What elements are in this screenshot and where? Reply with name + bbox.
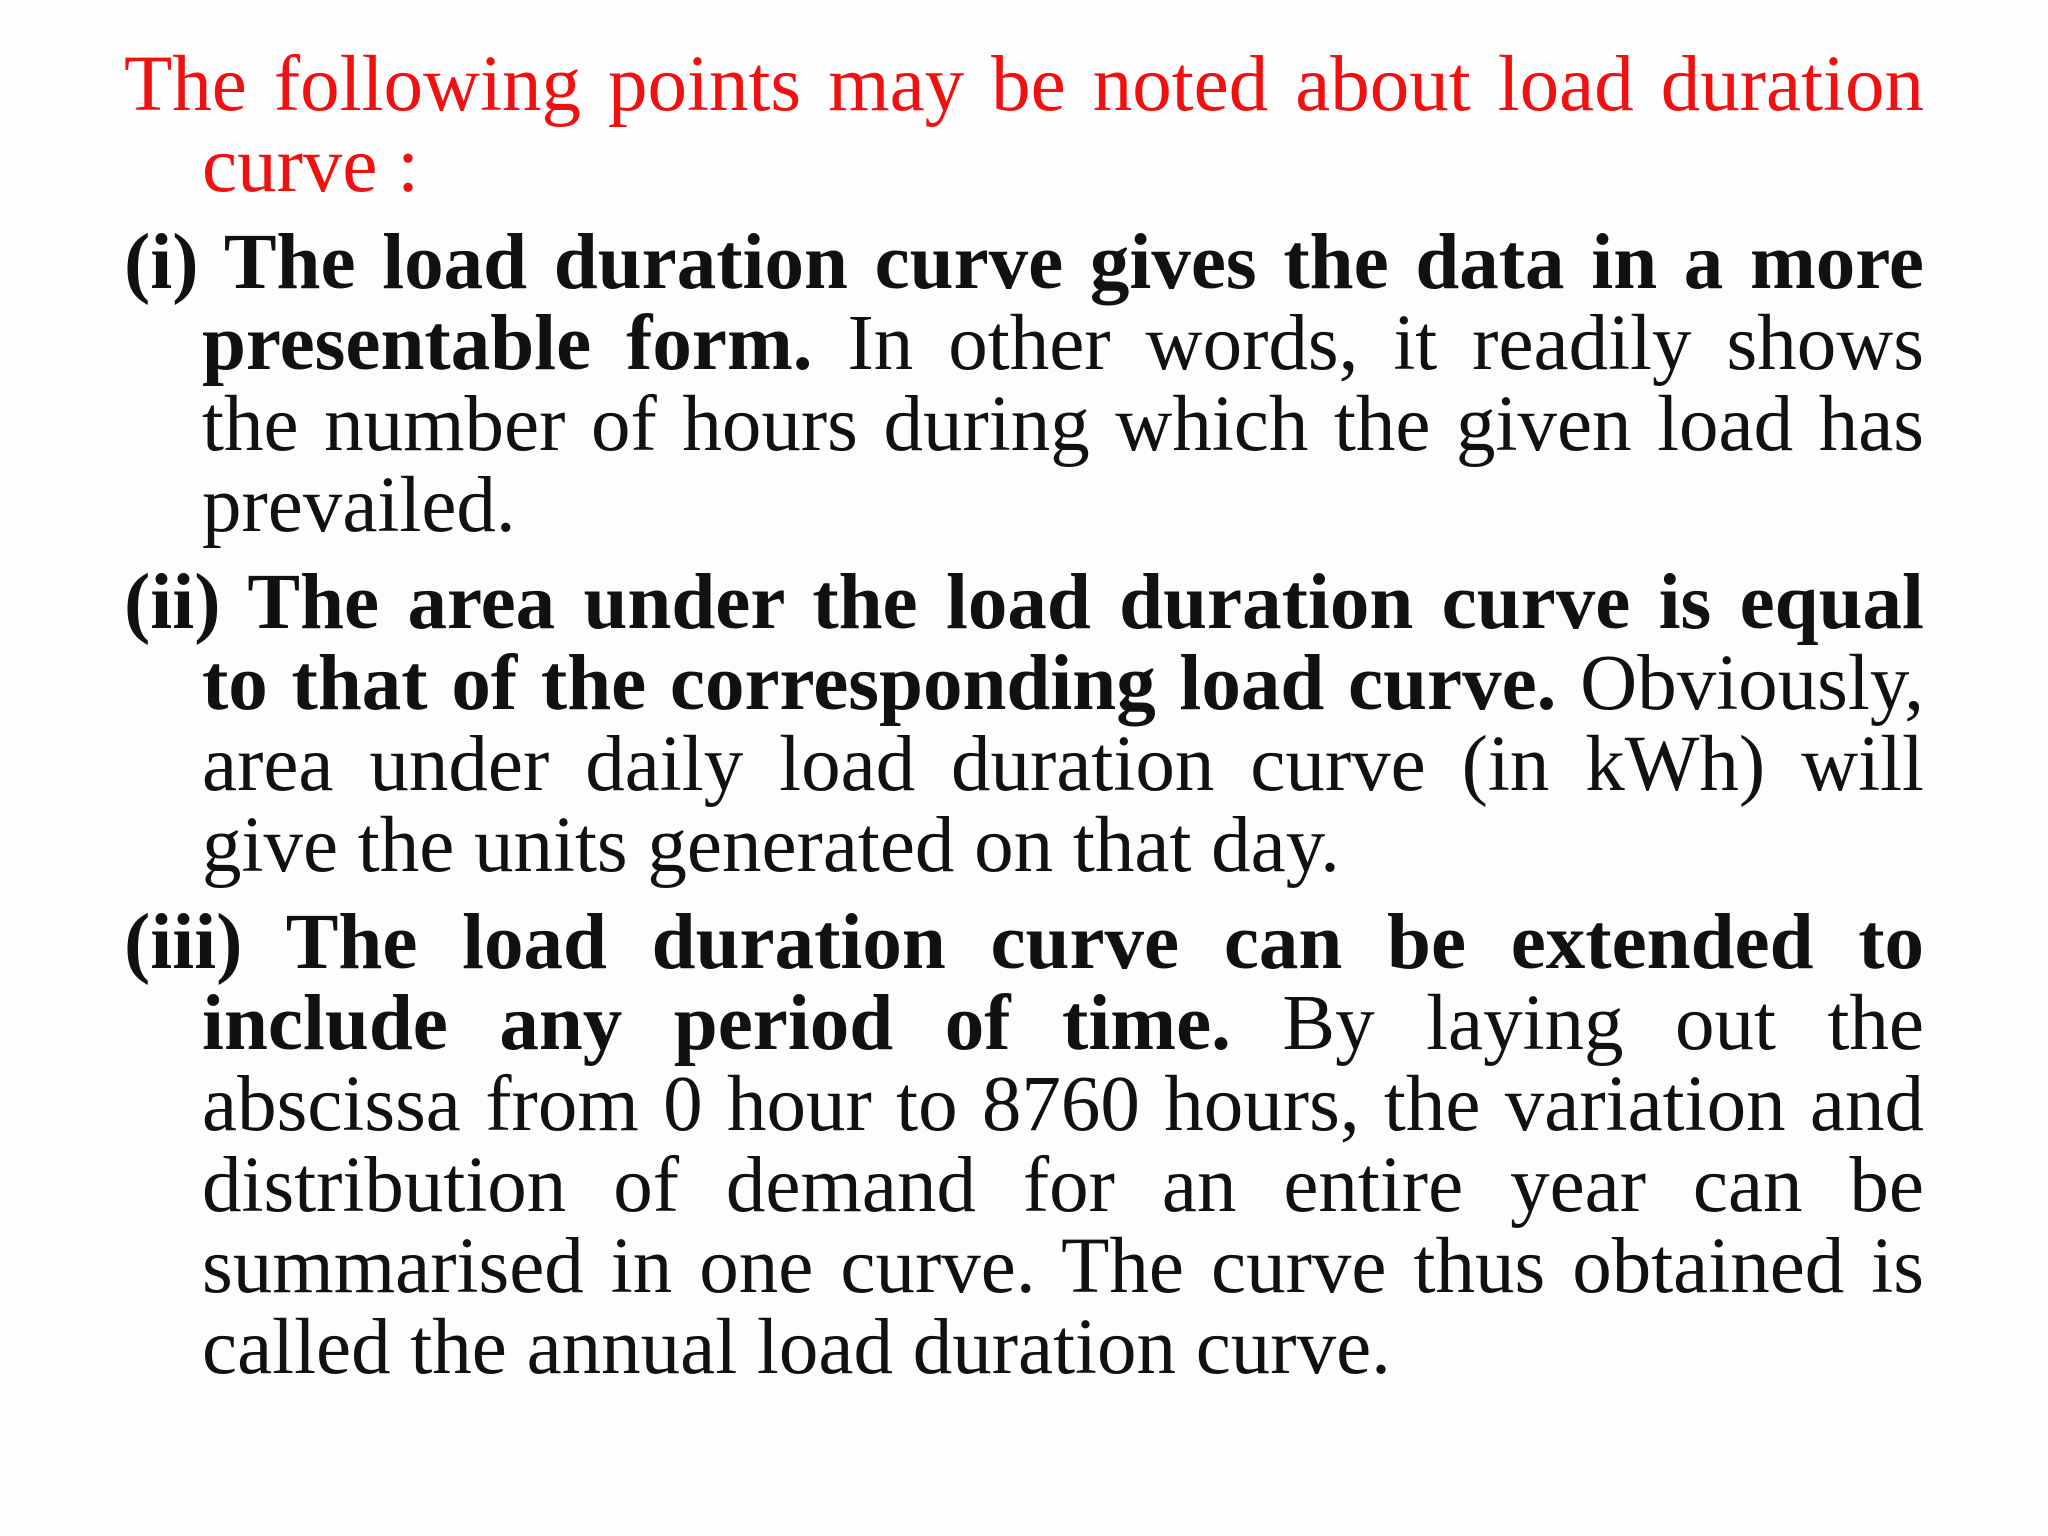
slide-content xyxy=(124,41,1924,1404)
point-1-text: In other words, it readily shows the number of hours during which the given load has prevailed. xyxy=(202,300,1924,549)
point-2-paragraph xyxy=(124,559,1924,889)
point-3-text: By laying out the abscissa from 0 hour to 8760 hours, the variation and distribution of demand for an entire year can be summarised in one curve. The curve thus obtained is called the annual load duration curve. xyxy=(202,980,1924,1391)
point-2-heading: (ii) The area under the load duration curve is equal to that of the corresponding load curve. xyxy=(124,559,1924,727)
point-3-paragraph xyxy=(124,899,1924,1391)
point-1-heading: (i) The load duration curve gives the data in a more presentable form. xyxy=(124,219,1924,387)
point-2-text: Obviously, area under daily load duration curve (in kWh) will give the units generated on that day. xyxy=(202,640,1924,889)
point-1-paragraph xyxy=(124,219,1924,549)
point-3-heading: (iii) The load duration curve can be extended to include any period of time. xyxy=(124,899,1924,1067)
intro-paragraph: The following points may be noted about load duration curve : xyxy=(124,41,1924,209)
